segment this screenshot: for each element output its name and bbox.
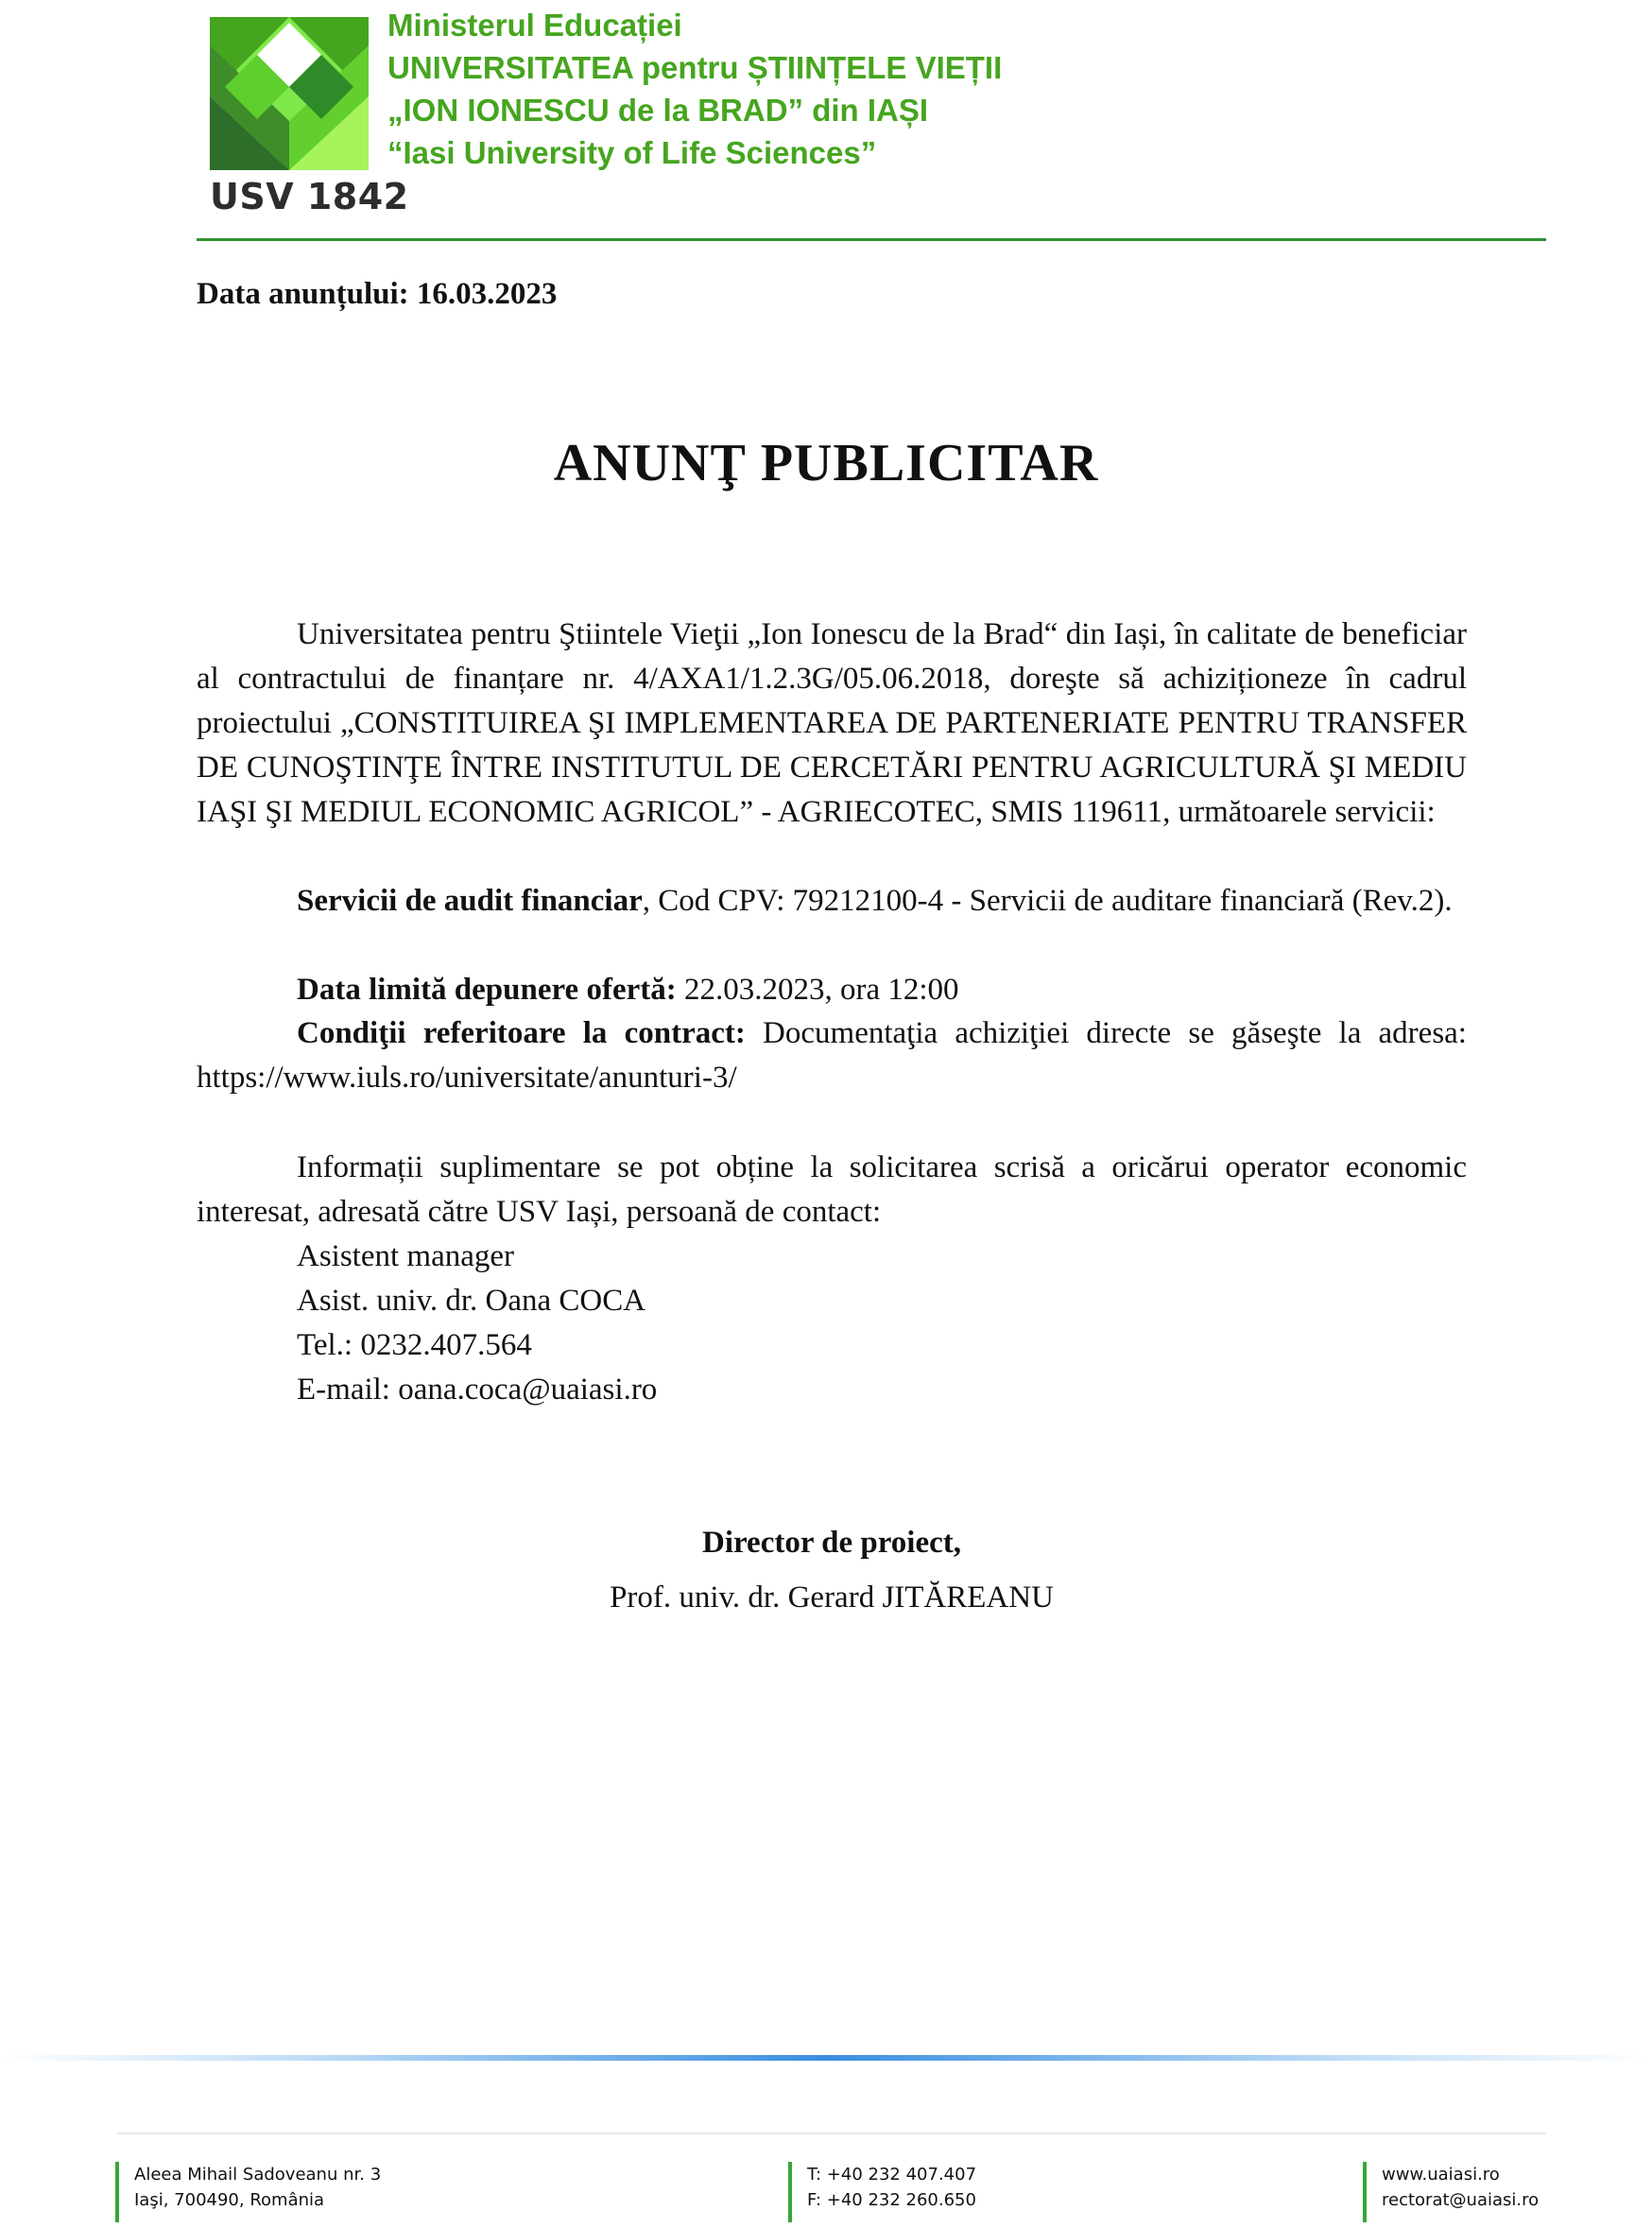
contact-email: E-mail: oana.coca@uaiasi.ro	[297, 1373, 658, 1407]
service-paragraph	[197, 879, 1467, 924]
service-name: Servicii de audit financiar	[297, 884, 643, 918]
info-paragraph: Informații suplimentare se pot obține la solicitarea scrisă a oricărui operator economic interesat, adresată către USV Iași, persoană de contact:	[197, 1150, 1467, 1229]
footer-phone: T: +40 232 407.407	[807, 2165, 977, 2185]
university-english-name: “Iasi University of Life Sciences”	[387, 135, 877, 170]
footer-address-line1: Aleea Mihail Sadoveanu nr. 3	[134, 2165, 382, 2185]
contact-role: Asistent manager	[297, 1239, 515, 1273]
conditions-label: Condiţii referitoare la contract:	[297, 1016, 746, 1050]
footer-web	[1363, 2162, 1539, 2222]
signature-title: Director de proiect,	[702, 1526, 961, 1560]
footer-accent-line	[0, 2055, 1652, 2061]
conditions-text: Documentaţia achiziţiei directe se găseşte la adresa: https://www.iuls.ro/universitate/anunturi-3/	[197, 1016, 1467, 1095]
contact-name: Asist. univ. dr. Oana COCA	[297, 1284, 646, 1318]
header-divider	[197, 238, 1546, 241]
service-details: , Cod CPV: 79212100-4 - Servicii de auditare financiară (Rev.2).	[642, 884, 1453, 918]
footer-phones	[788, 2162, 976, 2222]
footer-address-line2: Iaşi, 700490, România	[134, 2190, 325, 2210]
announcement-date: Data anunțului: 16.03.2023	[197, 277, 558, 311]
ministry-name: Ministerul Educației	[387, 8, 682, 43]
footer-email: rectorat@uaiasi.ro	[1382, 2190, 1540, 2210]
deadline-paragraph	[197, 968, 1467, 1012]
logo-caption: USV 1842	[210, 176, 409, 217]
intro-paragraph: Universitatea pentru Ştiintele Vieţii „Ion Ionescu de la Brad“ din Iași, în calitate de beneficiar al contractului de finanțare nr. 4/AXA1/1.2.3G/05.06.2018, doreşte să achiziționeze în cadrul proiectului „CONSTITUIREA ŞI IMPLEMENTAREA DE PARTENERIATE PENTRU TRANSFER DE CUNOŞTINŢE ÎNTRE INSTITUTUL DE CERCETĂRI PENTRU AGRICULTURĂ ŞI MEDIU IAŞI ŞI MEDIUL ECONOMIC AGRICOL” - AGRIECOTEC, SMIS 119611, următoarele servicii:	[197, 617, 1467, 829]
contact-phone: Tel.: 0232.407.564	[297, 1328, 532, 1362]
footer-fax: F: +40 232 260.650	[807, 2190, 976, 2210]
deadline-label: Data limită depunere ofertă:	[297, 973, 677, 1007]
footer-website: www.uaiasi.ro	[1382, 2165, 1500, 2185]
institution-header	[387, 4, 1002, 174]
contact-block	[297, 1235, 657, 1412]
signature-name: Prof. univ. dr. Gerard JITĂREANU	[610, 1580, 1054, 1615]
university-name: UNIVERSITATEA pentru ȘTIINȚELE VIEȚII	[387, 50, 1003, 85]
footer-divider	[117, 2133, 1546, 2134]
university-logo	[210, 17, 369, 170]
footer-address	[115, 2162, 381, 2222]
conditions-paragraph	[197, 1011, 1467, 1100]
announcement-title: ANUNŢ PUBLICITAR	[553, 434, 1099, 492]
deadline-value: 22.03.2023, ora 12:00	[676, 973, 959, 1007]
university-name-suffix: „ION IONESCU de la BRAD” din IAȘI	[387, 93, 929, 128]
